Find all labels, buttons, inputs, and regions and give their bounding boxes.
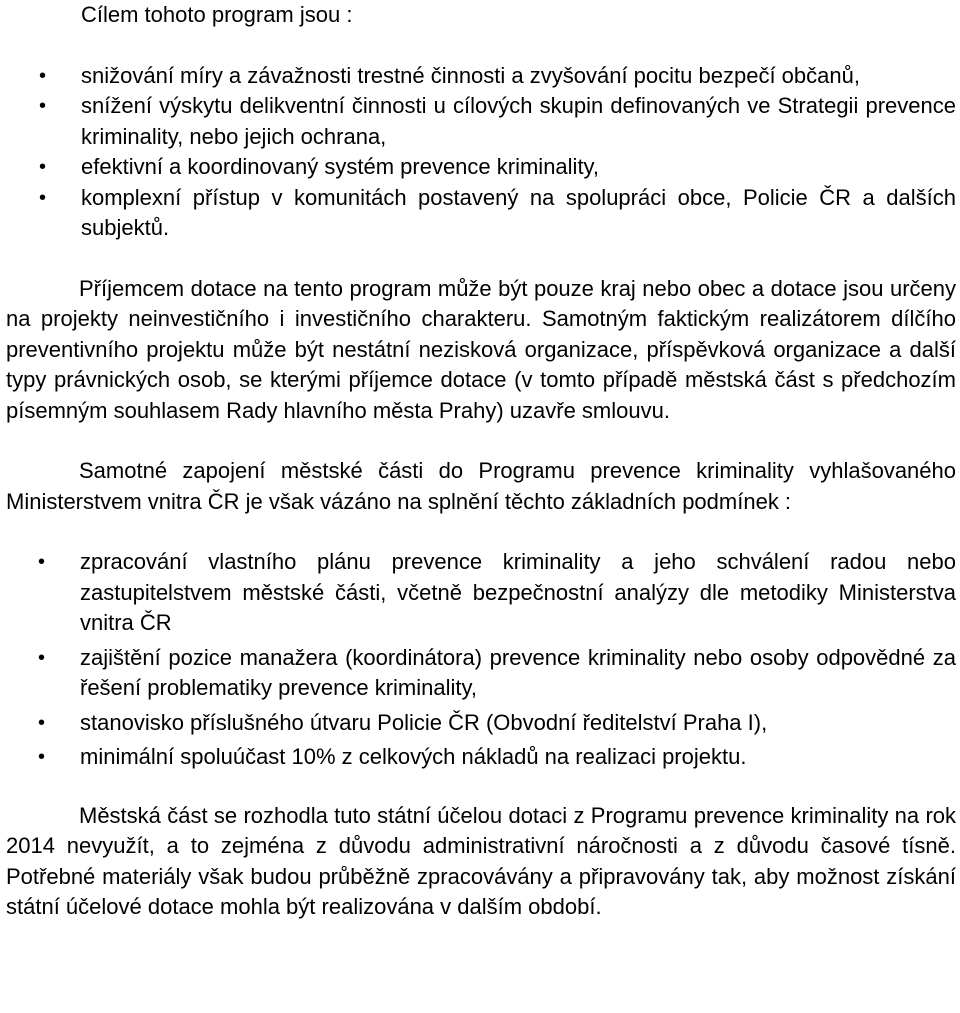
bullet-icon: • [39, 95, 47, 117]
goal-text: snížení výskytu delikventní činnosti u cílových skupin definovaných ve Strategii prevence kriminality, nebo jejich ochrana, [81, 93, 956, 149]
decision-paragraph: Městská část se rozhodla tuto státní účelou dotaci z Programu prevence kriminality na rok 2014 nevyužít, a to zejména z důvodu administrativní náročnosti a z důvodu časové tísně. Potřebné materiály však budou průběžně zpracovávány a připravovány tak, aby možnost získání státní účelové dotace mohla být realizována v dalším období. [6, 802, 956, 919]
list-item [6, 643, 956, 704]
bullet-icon: • [38, 746, 46, 768]
bullet-icon: • [38, 551, 46, 573]
condition-text: zpracování vlastního plánu prevence kriminality a jeho schválení radou nebo zastupitelstvem městské části, včetně bezpečnostní analýzy dle metodiky Ministerstva vnitra ČR [80, 549, 956, 635]
list-item [6, 742, 956, 773]
goal-text: komplexní přístup v komunitách postavený na spolupráci obce, Policie ČR a dalších subjektů. [81, 184, 956, 240]
conditions-list [6, 547, 956, 773]
list-item [6, 91, 956, 152]
document-page [6, 0, 956, 923]
bullet-icon: • [38, 711, 46, 734]
bullet-icon: • [39, 186, 47, 209]
intro-heading: Cílem tohoto program jsou : [81, 2, 353, 27]
goal-text: snižování míry a závažnosti trestné činnosti a zvyšování pocitu bezpečí občanů, [81, 62, 860, 88]
list-item [6, 61, 956, 92]
recipient-paragraph: Příjemcem dotace na tento program může být pouze kraj nebo obec a dotace jsou určeny na projekty neinvestičního i investičního charakteru. Samotným faktickým realizátorem dílčího preventivního projektu může být nestátní nezisková organizace, příspěvková organizace a další typy právnických osob, se kterými příjemce dotace (v tomto případě městská část s předchozím písemným souhlasem Rady hlavního města Prahy) uzavře smlouvu. [6, 275, 956, 423]
condition-text: stanovisko příslušného útvaru Policie ČR (Obvodní ředitelství Praha I), [80, 709, 768, 735]
list-item [6, 183, 956, 244]
list-item [6, 547, 956, 639]
goals-list [6, 61, 956, 244]
list-item [6, 708, 956, 739]
bullet-icon: • [39, 64, 47, 87]
condition-text: zajištění pozice manažera (koordinátora) prevence kriminality nebo osoby odpovědné za řešení problematiky prevence kriminality, [80, 644, 956, 700]
bullet-icon: • [39, 156, 47, 178]
list-item [6, 152, 956, 183]
condition-text: minimální spoluúčast 10% z celkových nákladů na realizaci projektu. [80, 744, 747, 769]
conditions-paragraph: Samotné zapojení městské části do Programu prevence kriminality vyhlašovaného Ministerstvem vnitra ČR je však vázáno na splnění těchto základních podmínek : [6, 458, 956, 514]
goal-text: efektivní a koordinovaný systém prevence kriminality, [81, 154, 600, 179]
bullet-icon: • [38, 646, 46, 669]
